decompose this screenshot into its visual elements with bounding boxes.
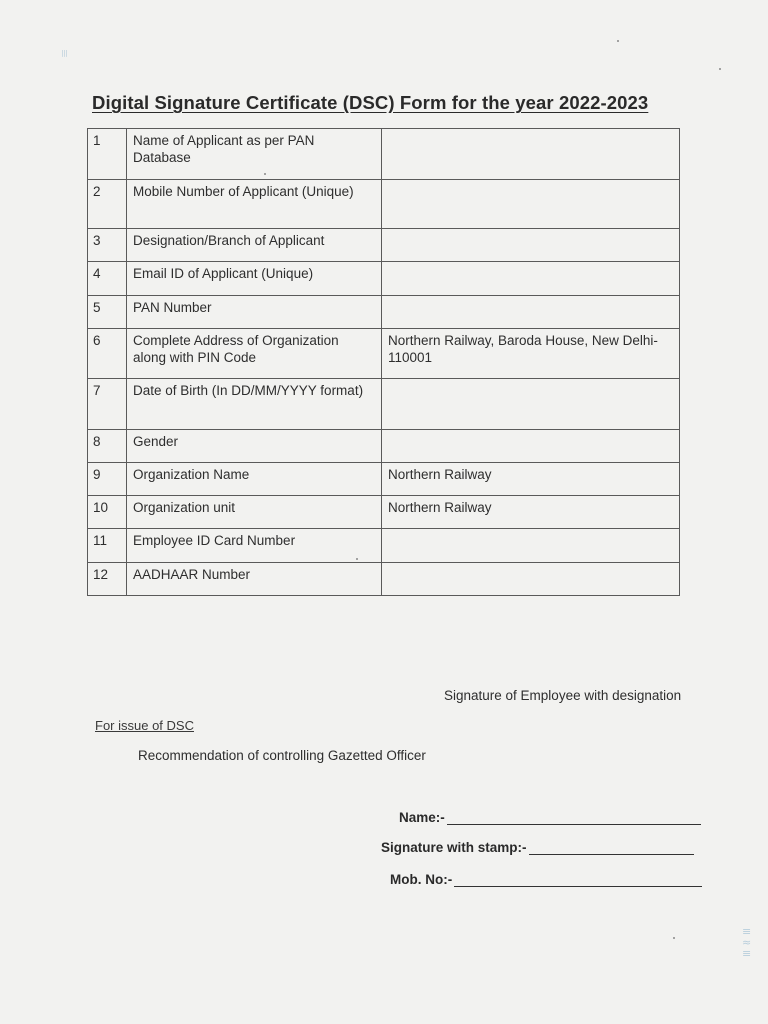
officer-mobile-label: Mob. No:- [390,872,453,887]
field-value[interactable] [382,430,680,463]
field-label: Name of Applicant as per PAN Database [127,129,382,180]
field-value[interactable] [382,180,680,229]
table-row [88,296,680,329]
officer-name-field[interactable] [447,812,701,825]
field-value[interactable]: Northern Railway [382,463,680,496]
row-number: 11 [88,529,127,563]
row-number: 3 [88,229,127,262]
field-label: Designation/Branch of Applicant [127,229,382,262]
scan-speck [673,937,675,939]
field-label: Organization Name [127,463,382,496]
field-value[interactable] [382,563,680,596]
field-label: Complete Address of Organization along with PIN Code [127,329,382,379]
row-number: 2 [88,180,127,229]
officer-mobile-line [390,872,702,887]
field-label: Date of Birth (In DD/MM/YYYY format) [127,379,382,430]
officer-mobile-field[interactable] [454,874,702,887]
employee-signature-label: Signature of Employee with designation [444,688,682,703]
field-value[interactable]: Northern Railway [382,496,680,529]
field-label: Email ID of Applicant (Unique) [127,262,382,296]
table-row [88,379,680,430]
row-number: 7 [88,379,127,430]
field-label: PAN Number [127,296,382,329]
row-number: 9 [88,463,127,496]
page-title: Digital Signature Certificate (DSC) Form for the year 2022-2023 [92,92,649,113]
scan-speck [264,173,266,175]
row-number: 4 [88,262,127,296]
row-number: 1 [88,129,127,180]
officer-name-line [399,810,701,825]
table-row [88,262,680,296]
margin-stamp-mark: ≡ [58,48,72,59]
scan-speck [356,558,358,560]
table-row [88,229,680,262]
row-number: 5 [88,296,127,329]
margin-stamp-mark: ≡ ≈ ≡ [742,925,752,960]
field-value[interactable] [382,129,680,180]
officer-signature-label: Signature with stamp:- [381,840,527,855]
officer-signature-field[interactable] [529,842,694,855]
field-label: Gender [127,430,382,463]
field-label: Mobile Number of Applicant (Unique) [127,180,382,229]
table-row [88,529,680,563]
row-number: 10 [88,496,127,529]
field-value[interactable] [382,229,680,262]
table-row [88,563,680,596]
scan-speck [719,68,721,70]
field-value[interactable] [382,379,680,430]
row-number: 6 [88,329,127,379]
scan-speck [617,40,619,42]
officer-signature-line [381,840,694,855]
row-number: 12 [88,563,127,596]
field-value[interactable] [382,262,680,296]
dsc-form-table [87,128,680,596]
field-label: Organization unit [127,496,382,529]
for-issue-heading: For issue of DSC [95,718,194,733]
field-label: Employee ID Card Number [127,529,382,563]
table-row [88,496,680,529]
officer-name-label: Name:- [399,810,445,825]
table-row [88,180,680,229]
field-value[interactable] [382,296,680,329]
table-row [88,430,680,463]
recommendation-heading: Recommendation of controlling Gazetted Officer [138,748,426,763]
table-row [88,463,680,496]
table-row [88,329,680,379]
field-value[interactable]: Northern Railway, Baroda House, New Delhi-110001 [382,329,680,379]
row-number: 8 [88,430,127,463]
field-value[interactable] [382,529,680,563]
field-label: AADHAAR Number [127,563,382,596]
table-row [88,129,680,180]
